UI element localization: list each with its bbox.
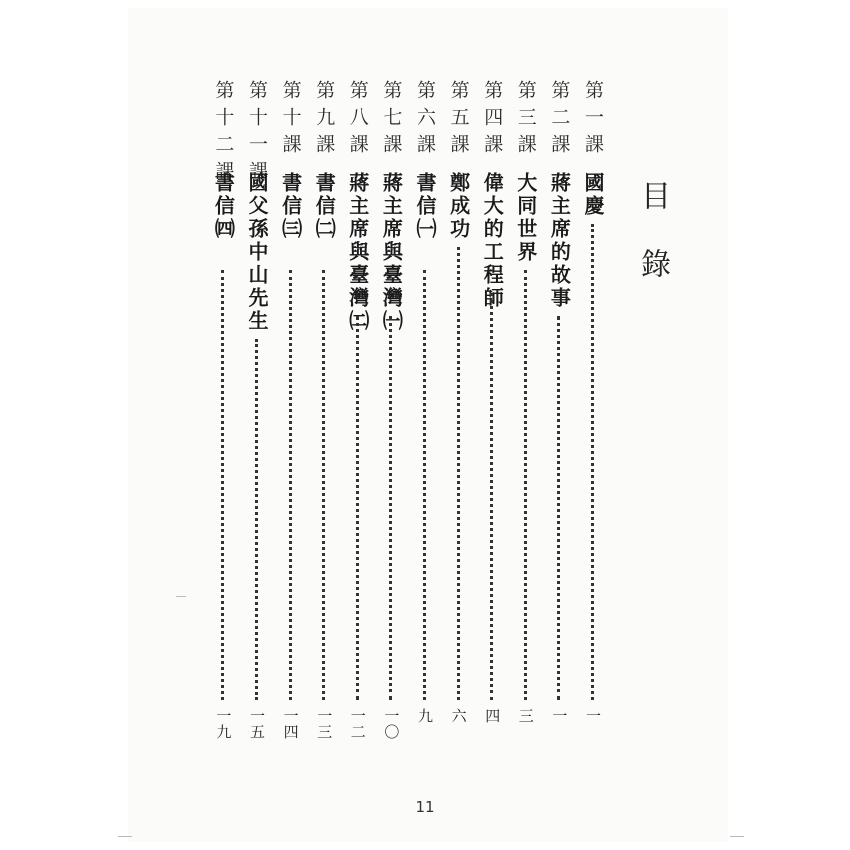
lesson-number: 第四課 — [481, 80, 504, 161]
toc-entry — [309, 80, 339, 740]
margin-mark — [730, 836, 744, 837]
leader-dots — [255, 339, 258, 700]
page-ref: 三 — [516, 708, 535, 724]
leader-dots — [457, 247, 460, 700]
lesson-title: 蔣主席的故事 — [547, 172, 572, 310]
lesson-title: 蔣主席與臺灣㈡ — [345, 172, 370, 333]
toc-entry — [208, 80, 238, 740]
leader-dots — [289, 270, 292, 700]
lesson-title: 書信㈡ — [312, 172, 337, 241]
leader-dots — [423, 270, 426, 700]
toc-entry — [410, 80, 440, 740]
lesson-title: 國慶 — [581, 172, 605, 218]
page-ref: 九 — [416, 708, 434, 724]
page-ref: 一〇 — [382, 708, 401, 740]
leader-dots — [591, 224, 594, 700]
lesson-title: 書信㈢ — [278, 172, 303, 241]
toc-entry — [578, 80, 608, 740]
toc-title: 目錄 — [635, 180, 670, 316]
toc-entry — [511, 80, 541, 740]
lesson-title: 鄭成功 — [446, 172, 471, 241]
lesson-number: 第七課 — [380, 80, 403, 161]
page-ref: 六 — [449, 708, 468, 724]
page-ref: 四 — [483, 708, 502, 724]
margin-mark — [118, 836, 132, 837]
leader-dots — [524, 270, 527, 700]
leader-dots — [221, 270, 224, 700]
lesson-number: 第八課 — [346, 80, 369, 161]
lesson-title: 書信㈠ — [413, 172, 437, 241]
lesson-number: 第十課 — [279, 80, 302, 161]
lesson-number: 第一課 — [582, 80, 604, 161]
toc-entry — [343, 80, 373, 740]
lesson-title: 書信㈣ — [211, 172, 236, 241]
toc-entry — [376, 80, 406, 740]
lesson-number: 第二課 — [548, 80, 571, 161]
toc-entry — [477, 80, 507, 740]
page-ref: 一九 — [214, 708, 233, 740]
lesson-title: 國父孫中山先生 — [245, 172, 269, 333]
lesson-number: 第三課 — [514, 80, 537, 161]
lesson-title: 蔣主席與臺灣㈠ — [379, 172, 404, 333]
lesson-number: 第十一課 — [246, 80, 268, 188]
page-ref: 一五 — [248, 708, 266, 740]
toc-entry — [544, 80, 574, 740]
page-ref: 一 — [550, 708, 569, 724]
lesson-title: 偉大的工程師 — [480, 172, 505, 310]
lesson-number: 第六課 — [414, 80, 436, 161]
page-number: 11 — [415, 798, 435, 816]
lesson-title: 大同世界 — [513, 172, 538, 264]
leader-dots — [389, 316, 392, 700]
leader-dots — [356, 316, 359, 700]
page-ref: 一二 — [348, 708, 367, 740]
toc-entry — [444, 80, 474, 740]
leader-dots — [490, 293, 493, 700]
toc-entry — [276, 80, 306, 740]
leader-dots — [557, 316, 560, 700]
toc-entry — [242, 80, 272, 740]
leader-dots — [322, 270, 325, 700]
lesson-number: 第十二課 — [212, 80, 235, 188]
page-ref: 一 — [584, 708, 602, 724]
lesson-number: 第九課 — [313, 80, 336, 161]
page-ref: 一三 — [315, 708, 334, 740]
margin-mark — [176, 596, 186, 597]
lesson-number: 第五課 — [447, 80, 470, 161]
page-ref: 一四 — [281, 708, 300, 740]
